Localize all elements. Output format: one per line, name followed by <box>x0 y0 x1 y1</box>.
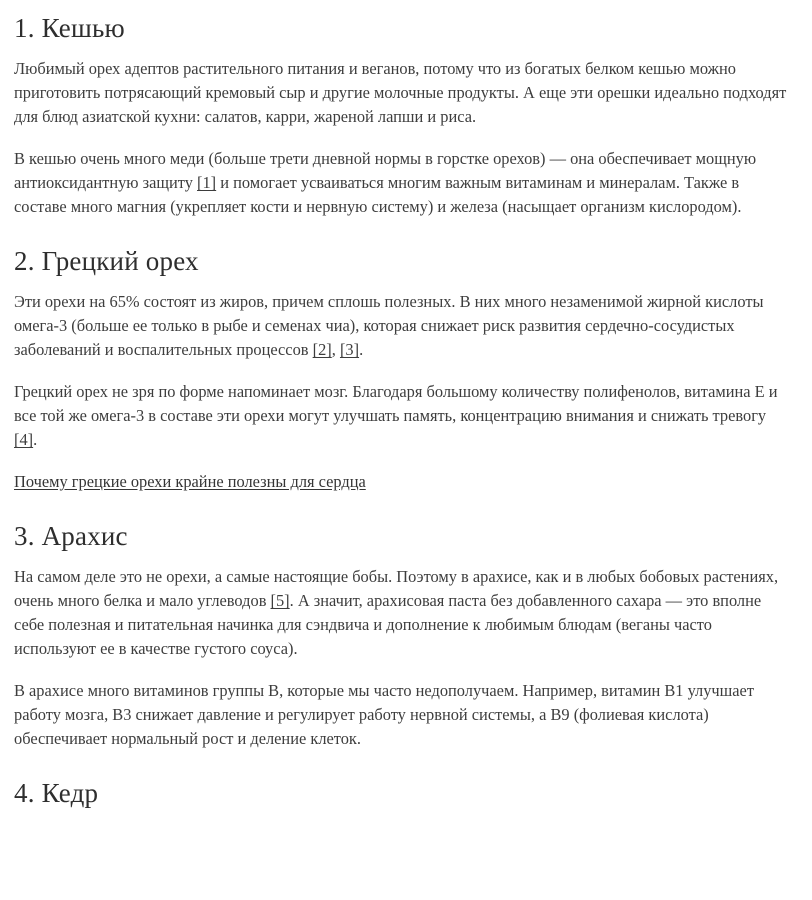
text-run: В арахисе много витаминов группы B, которые мы часто недополучаем. Например, витамин B1 улучшает работу мозга, B3 снижает давление и регулирует работу нервной системы, а B9 (фолиевая кислота) обеспечивает нормальный рост и деление клеток. <box>14 681 754 748</box>
paragraph <box>14 290 788 362</box>
text-run: , <box>331 340 340 359</box>
paragraph <box>14 679 788 751</box>
text-run: Любимый орех адептов растительного питания и веганов, потому что из богатых белком кешью можно приготовить потрясающий кремовый сыр и другие молочные продукты. А еще эти орешки идеально подходят для блюд азиатской кухни: салатов, карри, жареной лапши и риса. <box>14 59 787 126</box>
text-run: . <box>359 340 364 359</box>
reference-link[interactable]: [2] <box>312 340 332 359</box>
paragraph <box>14 565 788 661</box>
article <box>14 12 790 810</box>
section-heading: 2. Грецкий орех <box>14 246 199 276</box>
paragraph <box>14 57 788 129</box>
paragraph <box>14 147 788 219</box>
reference-link[interactable]: [1] <box>197 173 217 192</box>
paragraph <box>14 470 788 494</box>
paragraph <box>14 380 788 452</box>
text-run: Грецкий орех не зря по форме напоминает мозг. Благодаря большому количеству полифенолов, витамина Е и все той же омега-3 в составе эти орехи могут улучшать память, концентрацию внимания и снижать тревогу <box>14 382 778 425</box>
text-run: . А значит, арахисовая паста без добавленного сахара — это вполне себе полезная и питательная начинка для сэндвича и дополнение к любимым блюдам (веганы часто используют ее в качестве густого соуса). <box>14 591 762 658</box>
text-run: . <box>33 430 38 449</box>
text-run: На самом деле это не орехи, а самые настоящие бобы. Поэтому в арахисе, как и в любых бобовых растениях, очень много белка и мало углеводов <box>14 567 779 610</box>
text-run: В кешью очень много меди (больше трети дневной нормы в горстке орехов) — она обеспечивает мощную антиоксидантную защиту <box>14 149 757 192</box>
reference-link[interactable]: [5] <box>270 591 290 610</box>
section-heading: 1. Кешью <box>14 13 125 43</box>
reference-link[interactable]: [4] <box>14 430 34 449</box>
reference-link[interactable]: [3] <box>339 340 360 359</box>
section-heading: 4. Кедр <box>14 778 99 808</box>
section-heading: 3. Арахис <box>14 521 128 551</box>
text-run: Эти орехи на 65% состоят из жиров, причем сплошь полезных. В них много незаменимой жирной кислоты омега-3 (больше ее только в рыбе и семенах чиа), которая снижает риск развития сердечно-сосудистых заболеваний и воспалительных процессов <box>14 292 764 359</box>
related-article-link[interactable]: Почему грецкие орехи крайне полезны для сердца <box>14 472 366 491</box>
text-run: и помогает усваиваться многим важным витаминам и минералам. Также в составе много магния (укрепляет кости и нервную систему) и железа (насыщает организм кислородом). <box>14 173 742 216</box>
